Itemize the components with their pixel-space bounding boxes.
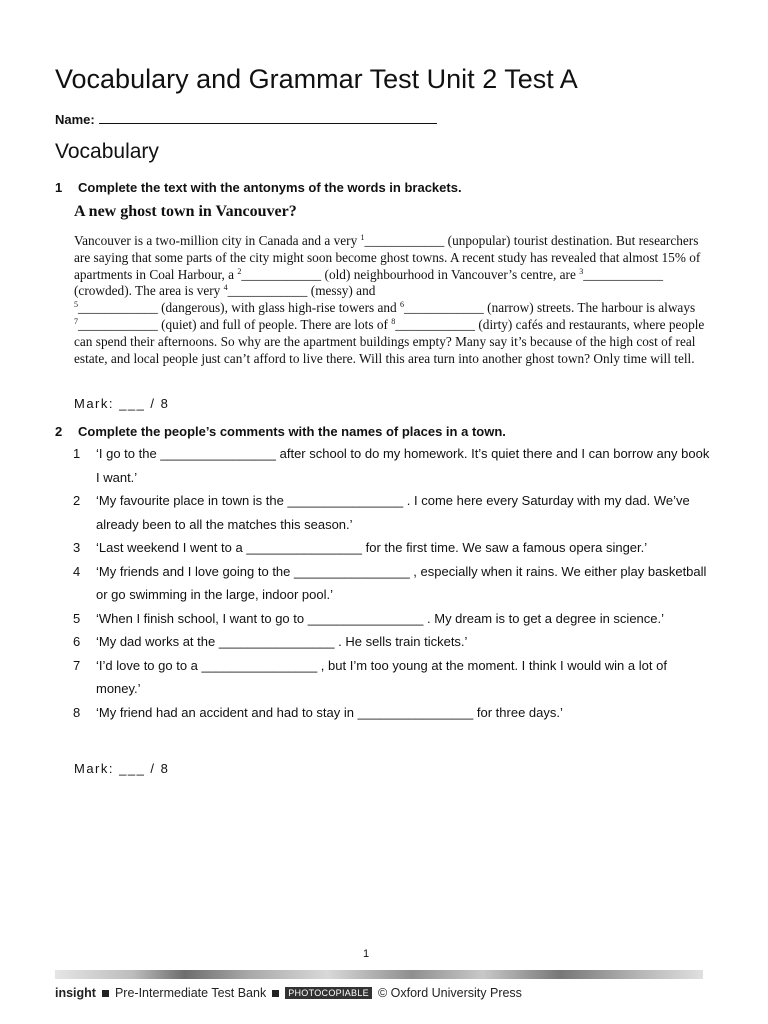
item-number: 7	[73, 657, 81, 673]
task-1-instruction-row	[55, 180, 462, 195]
name-label: Name:	[55, 112, 95, 127]
footer-photo-strip	[55, 970, 703, 979]
passage-segment: ____________ (dirty) cafés and restaurants, where people can spend their afternoons. So why are the apartment buildings empty? Many say it’s because of the high cost of real estate, and local people just can’t afford to live there. Will this area turn into another ghost town? Only time will tell.	[74, 316, 705, 366]
task-2-mark: Mark: ___ / 8	[74, 761, 170, 776]
passage-segment: ____________ (crowded). The area is very	[74, 266, 663, 299]
task-2-number: 2	[55, 424, 63, 439]
list-item	[73, 442, 713, 489]
task-1-number: 1	[55, 180, 63, 195]
page-title: Vocabulary and Grammar Test Unit 2 Test A	[55, 64, 578, 94]
square-bullet-icon	[272, 990, 279, 997]
list-item	[73, 701, 713, 725]
passage-segment: ____________ (narrow) streets. The harbour is always	[404, 300, 696, 316]
footer	[55, 986, 522, 1000]
name-blank-line[interactable]	[99, 110, 437, 124]
passage-title: A new ghost town in Vancouver?	[74, 203, 297, 220]
passage-segment: ____________ (old) neighbourhood in Vancouver’s centre, are	[241, 266, 580, 282]
passage-segment: ____________ (unpopular) tourist destination. But researchers are saying that some parts of the city might soon become ghost towns. A recent study has revealed that almost 15% of apartments in Coal Harbour, a	[74, 233, 701, 282]
item-number: 4	[73, 563, 81, 579]
item-text: ‘My friend had an accident and had to stay in ________________ for three days.’	[96, 704, 563, 720]
gap-number: 8	[391, 316, 396, 326]
list-item	[73, 654, 713, 701]
item-number: 6	[73, 634, 81, 649]
gap-number: 6	[400, 300, 405, 310]
item-number: 2	[73, 493, 81, 508]
item-number: 8	[73, 704, 81, 720]
footer-brand: insight	[55, 986, 96, 1000]
section-heading: Vocabulary	[55, 140, 159, 163]
item-text: ‘My friends and I love going to the ________________ , especially when it rains. We either play basketball or go swimming in the large, indoor pool.’	[96, 563, 707, 602]
passage-segment: Vancouver is a two-million city in Canada and a very	[74, 233, 361, 248]
photocopiable-badge: PHOTOCOPIABLE	[285, 987, 372, 999]
item-text: ‘I’d love to go to a ________________ , but I’m too young at the moment. I think I would win a lot of money.’	[96, 657, 667, 696]
gap-number: 2	[237, 266, 242, 276]
item-text: ‘My favourite place in town is the ________________ . I come here every Saturday with my dad. We’ve already been to all the matches this season.’	[96, 493, 690, 532]
gap-number: 7	[74, 316, 78, 326]
passage-text	[74, 233, 714, 367]
list-item	[73, 489, 713, 536]
passage-segment: ____________ (messy) and	[227, 283, 376, 299]
task-2-items	[73, 442, 713, 724]
item-number: 1	[73, 446, 81, 461]
passage-segment: ____________ (dangerous), with glass high-rise towers and	[78, 300, 401, 316]
page-number: 1	[363, 948, 370, 960]
item-text: ‘My dad works at the ________________ . He sells train tickets.’	[96, 634, 468, 649]
list-item	[73, 536, 713, 560]
task-1-instruction: Complete the text with the antonyms of the words in brackets.	[78, 180, 462, 195]
name-field-row	[55, 110, 437, 127]
item-number: 3	[73, 540, 81, 555]
list-item	[73, 630, 713, 654]
item-number: 5	[73, 610, 81, 626]
task-2-instruction: Complete the people’s comments with the names of places in a town.	[78, 424, 506, 439]
footer-publisher: © Oxford University Press	[377, 986, 522, 1000]
list-item	[73, 560, 713, 607]
item-text: ‘I go to the ________________ after school to do my homework. It’s quiet there and I can borrow any book I want.’	[96, 446, 710, 485]
item-text: ‘When I finish school, I want to go to ________________ . My dream is to get a degree in science.’	[96, 610, 665, 626]
gap-number: 4	[223, 283, 228, 293]
task-1-mark: Mark: ___ / 8	[74, 396, 170, 411]
gap-number: 1	[360, 233, 365, 242]
square-bullet-icon	[102, 990, 109, 997]
list-item	[73, 607, 713, 631]
task-2-instruction-row	[55, 424, 506, 439]
gap-number: 3	[579, 266, 584, 276]
passage-segment: ____________ (quiet) and full of people. There are lots of	[78, 316, 392, 332]
item-text: ‘Last weekend I went to a ________________ for the first time. We saw a famous opera singer.’	[96, 540, 648, 555]
gap-number: 5	[74, 300, 78, 310]
footer-series: Pre-Intermediate Test Bank	[114, 986, 267, 1000]
